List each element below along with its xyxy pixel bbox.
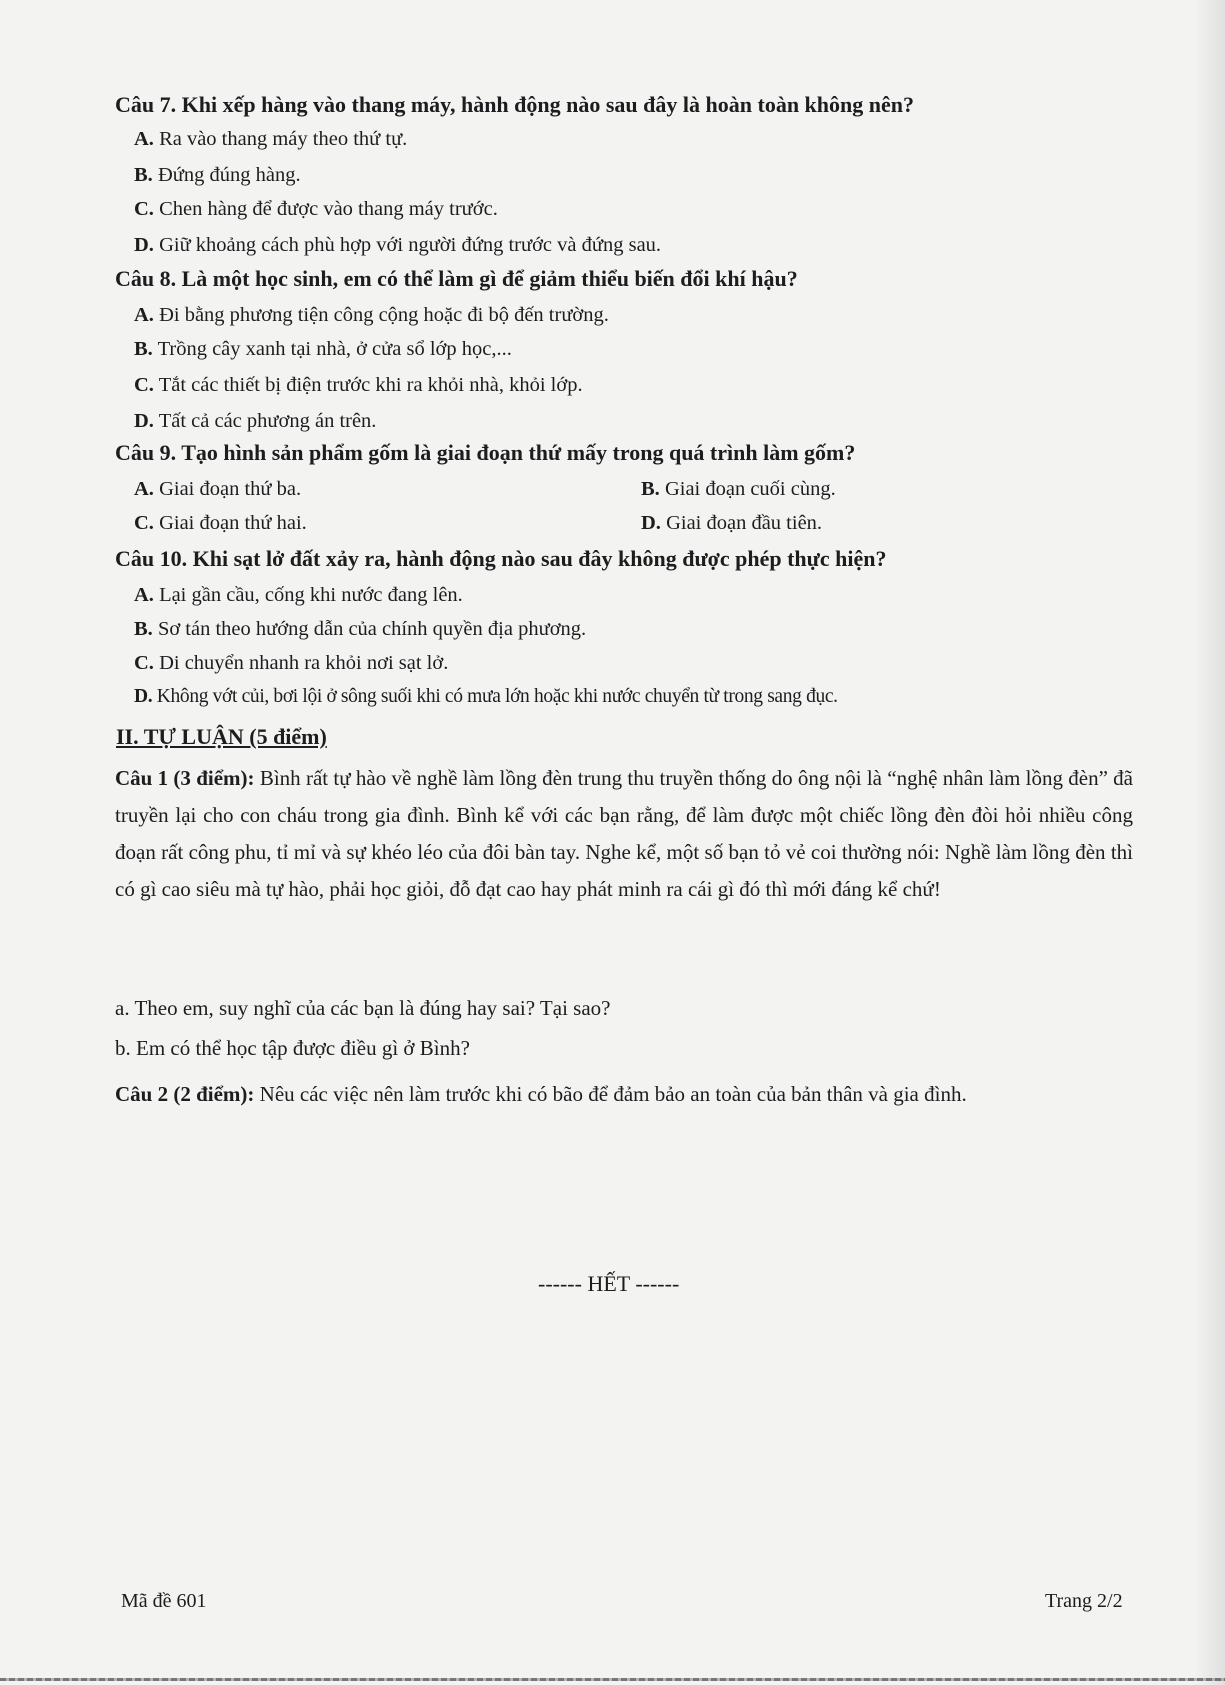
- question-7-option-a: [134, 128, 407, 151]
- option-key: D.: [134, 234, 154, 256]
- page-number: Trang 2/2: [1045, 1590, 1123, 1612]
- option-text: Giai đoạn thứ ba.: [159, 478, 302, 500]
- essay-question-1: [115, 760, 1133, 908]
- question-9-option-d: [641, 512, 822, 535]
- question-7-option-c: [134, 198, 498, 221]
- question-10-title: Câu 10. Khi sạt lở đất xảy ra, hành động nào sau đây không được phép thực hiện?: [115, 546, 887, 571]
- question-8-option-a: [134, 304, 609, 327]
- essay-question-1-text: Bình rất tự hào về nghề làm lồng đèn trung thu truyền thống do ông nội là “nghệ nhân làm lồng đèn” đã truyền lại cho con cháu trong gia đình. Bình kể với các bạn rằng, để làm được một chiếc lồng đèn đòi hỏi nhiều công đoạn rất công phu, tỉ mỉ và sự khéo léo của đôi bàn tay. Nghe kể, một số bạn tỏ vẻ coi thường nói: Nghề làm lồng đèn thì có gì cao siêu mà tự hào, phải học giỏi, đỗ đạt cao hay phát minh ra cái gì đó thì mới đáng kể chứ!: [115, 766, 1134, 901]
- essay-question-1-part-a: a. Theo em, suy nghĩ của các bạn là đúng hay sai? Tại sao?: [115, 996, 611, 1020]
- question-8-title: Câu 8. Là một học sinh, em có thể làm gì để giảm thiểu biến đổi khí hậu?: [115, 266, 798, 291]
- option-text: Lại gần cầu, cống khi nước đang lên.: [159, 584, 463, 606]
- option-text: Chen hàng để được vào thang máy trước.: [159, 198, 498, 220]
- question-10-option-d: [134, 686, 838, 708]
- exam-code: Mã đề 601: [121, 1590, 207, 1612]
- question-8-option-d: [134, 410, 376, 433]
- option-text: Ra vào thang máy theo thứ tự.: [159, 128, 408, 150]
- option-key: D.: [134, 410, 154, 432]
- scan-edge-shadow: [1195, 0, 1225, 1685]
- essay-question-2-text: Nêu các việc nên làm trước khi có bão để đảm bảo an toàn của bản thân và gia đình.: [254, 1082, 967, 1106]
- question-8-option-b: [134, 338, 512, 361]
- option-key: B.: [134, 164, 153, 186]
- option-key: C.: [134, 374, 154, 396]
- option-text: Giai đoạn đầu tiên.: [666, 512, 823, 534]
- scan-bottom-border: [0, 1678, 1225, 1681]
- option-text: Tắt các thiết bị điện trước khi ra khỏi nhà, khỏi lớp.: [158, 374, 583, 396]
- option-key: A.: [134, 304, 154, 326]
- option-key: D.: [641, 512, 661, 534]
- question-7-option-d: [134, 234, 661, 257]
- question-8-option-c: [134, 374, 583, 397]
- question-10-option-c: [134, 652, 448, 675]
- essay-question-1-part-b: b. Em có thể học tập được điều gì ở Bình?: [115, 1036, 470, 1060]
- essay-question-2-label: Câu 2 (2 điểm):: [115, 1082, 255, 1106]
- option-text: Đứng đúng hàng.: [157, 164, 301, 186]
- option-key: B.: [134, 618, 153, 640]
- option-key: A.: [134, 128, 154, 150]
- question-9-option-b: [641, 478, 836, 501]
- option-text: Giữ khoảng cách phù hợp với người đứng trước và đứng sau.: [159, 234, 662, 256]
- essay-question-1-label: Câu 1 (3 điểm):: [115, 766, 255, 790]
- question-9-title: Câu 9. Tạo hình sản phẩm gốm là giai đoạn thứ mấy trong quá trình làm gốm?: [115, 440, 856, 465]
- option-key: C.: [134, 652, 154, 674]
- question-9-option-a: [134, 478, 301, 501]
- option-key: C.: [134, 198, 154, 220]
- option-key: A.: [134, 584, 154, 606]
- question-10-option-b: [134, 618, 586, 641]
- option-key: D.: [134, 686, 153, 707]
- question-7-title: Câu 7. Khi xếp hàng vào thang máy, hành động nào sau đây là hoàn toàn không nên?: [115, 92, 914, 117]
- option-key: A.: [134, 478, 154, 500]
- option-key: C.: [134, 512, 154, 534]
- option-key: B.: [641, 478, 660, 500]
- option-key: B.: [134, 338, 153, 360]
- option-text: Trồng cây xanh tại nhà, ở cửa sổ lớp học,...: [157, 338, 512, 360]
- option-text: Giai đoạn cuối cùng.: [664, 478, 836, 500]
- option-text: Không vớt củi, bơi lội ở sông suối khi có mưa lớn hoặc khi nước chuyển từ trong sang đục.: [156, 686, 838, 707]
- option-text: Giai đoạn thứ hai.: [159, 512, 307, 534]
- option-text: Tất cả các phương án trên.: [158, 410, 377, 432]
- section-2-title: II. TỰ LUẬN (5 điểm): [116, 724, 327, 749]
- option-text: Di chuyển nhanh ra khỏi nơi sạt lở.: [159, 652, 449, 674]
- option-text: Đi bằng phương tiện công cộng hoặc đi bộ đến trường.: [159, 304, 609, 326]
- option-text: Sơ tán theo hướng dẫn của chính quyền địa phương.: [157, 618, 587, 640]
- question-7-option-b: [134, 164, 301, 187]
- question-10-option-a: [134, 584, 463, 607]
- end-marker: ------ HẾT ------: [538, 1271, 680, 1296]
- question-9-option-c: [134, 512, 307, 535]
- essay-question-2: [115, 1076, 1133, 1113]
